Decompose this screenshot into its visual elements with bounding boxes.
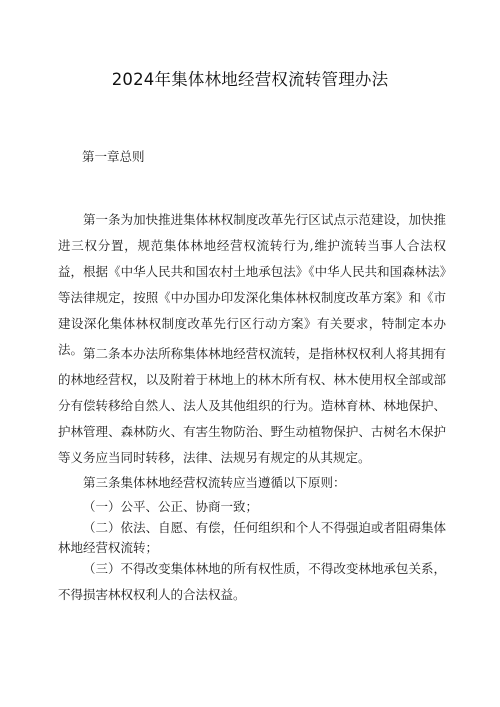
principle-item-1: （一）公平、公正、协商一致；: [83, 499, 259, 514]
article-1: 第一条为加快推进集体林权制度改革先行区试点示范建设，加快推进三权分置，规范集体林地经营权流转行为,维护流转当事人合法权益，根据《中华人民共和国农村土地承包法》《中华人民共和国森林法》等法律规定，按照《中办国办印发深化集体林权制度改革方案》和《市建设深化集体林权制度改革先行区行动方案》有关要求，特制定本办法。: [58, 212, 446, 357]
document-title: 2024年集体林地经营权流转管理办法: [111, 70, 389, 89]
principle-item-3: （三）不得改变集体林地的所有权性质，不得改变林地承包关系，不得损害林权权利人的合法权益。: [58, 561, 446, 602]
chapter-heading: 第一章总则: [82, 149, 145, 164]
article-3: 第三条集体林地经营权流转应当遵循以下原则：: [83, 475, 346, 490]
principle-item-2: （二）依法、自愿、有偿，任何组织和个人不得强迫或者阻碍集体林地经营权流转；: [58, 520, 446, 555]
article-2: 第二条本办法所称集体林地经营权流转，是指林权权利人将其拥有的林地经营权，以及附着于林地上的林木所有权、林木使用权全部或部分有偿转移给自然人、法人及其他组织的行为。造林育林、林地保护、护林管理、森林防火、有害生物防治、野生动植物保护、古树名木保护等义务应当同时转移，法律、法规另有规定的从其规定。: [58, 346, 446, 465]
